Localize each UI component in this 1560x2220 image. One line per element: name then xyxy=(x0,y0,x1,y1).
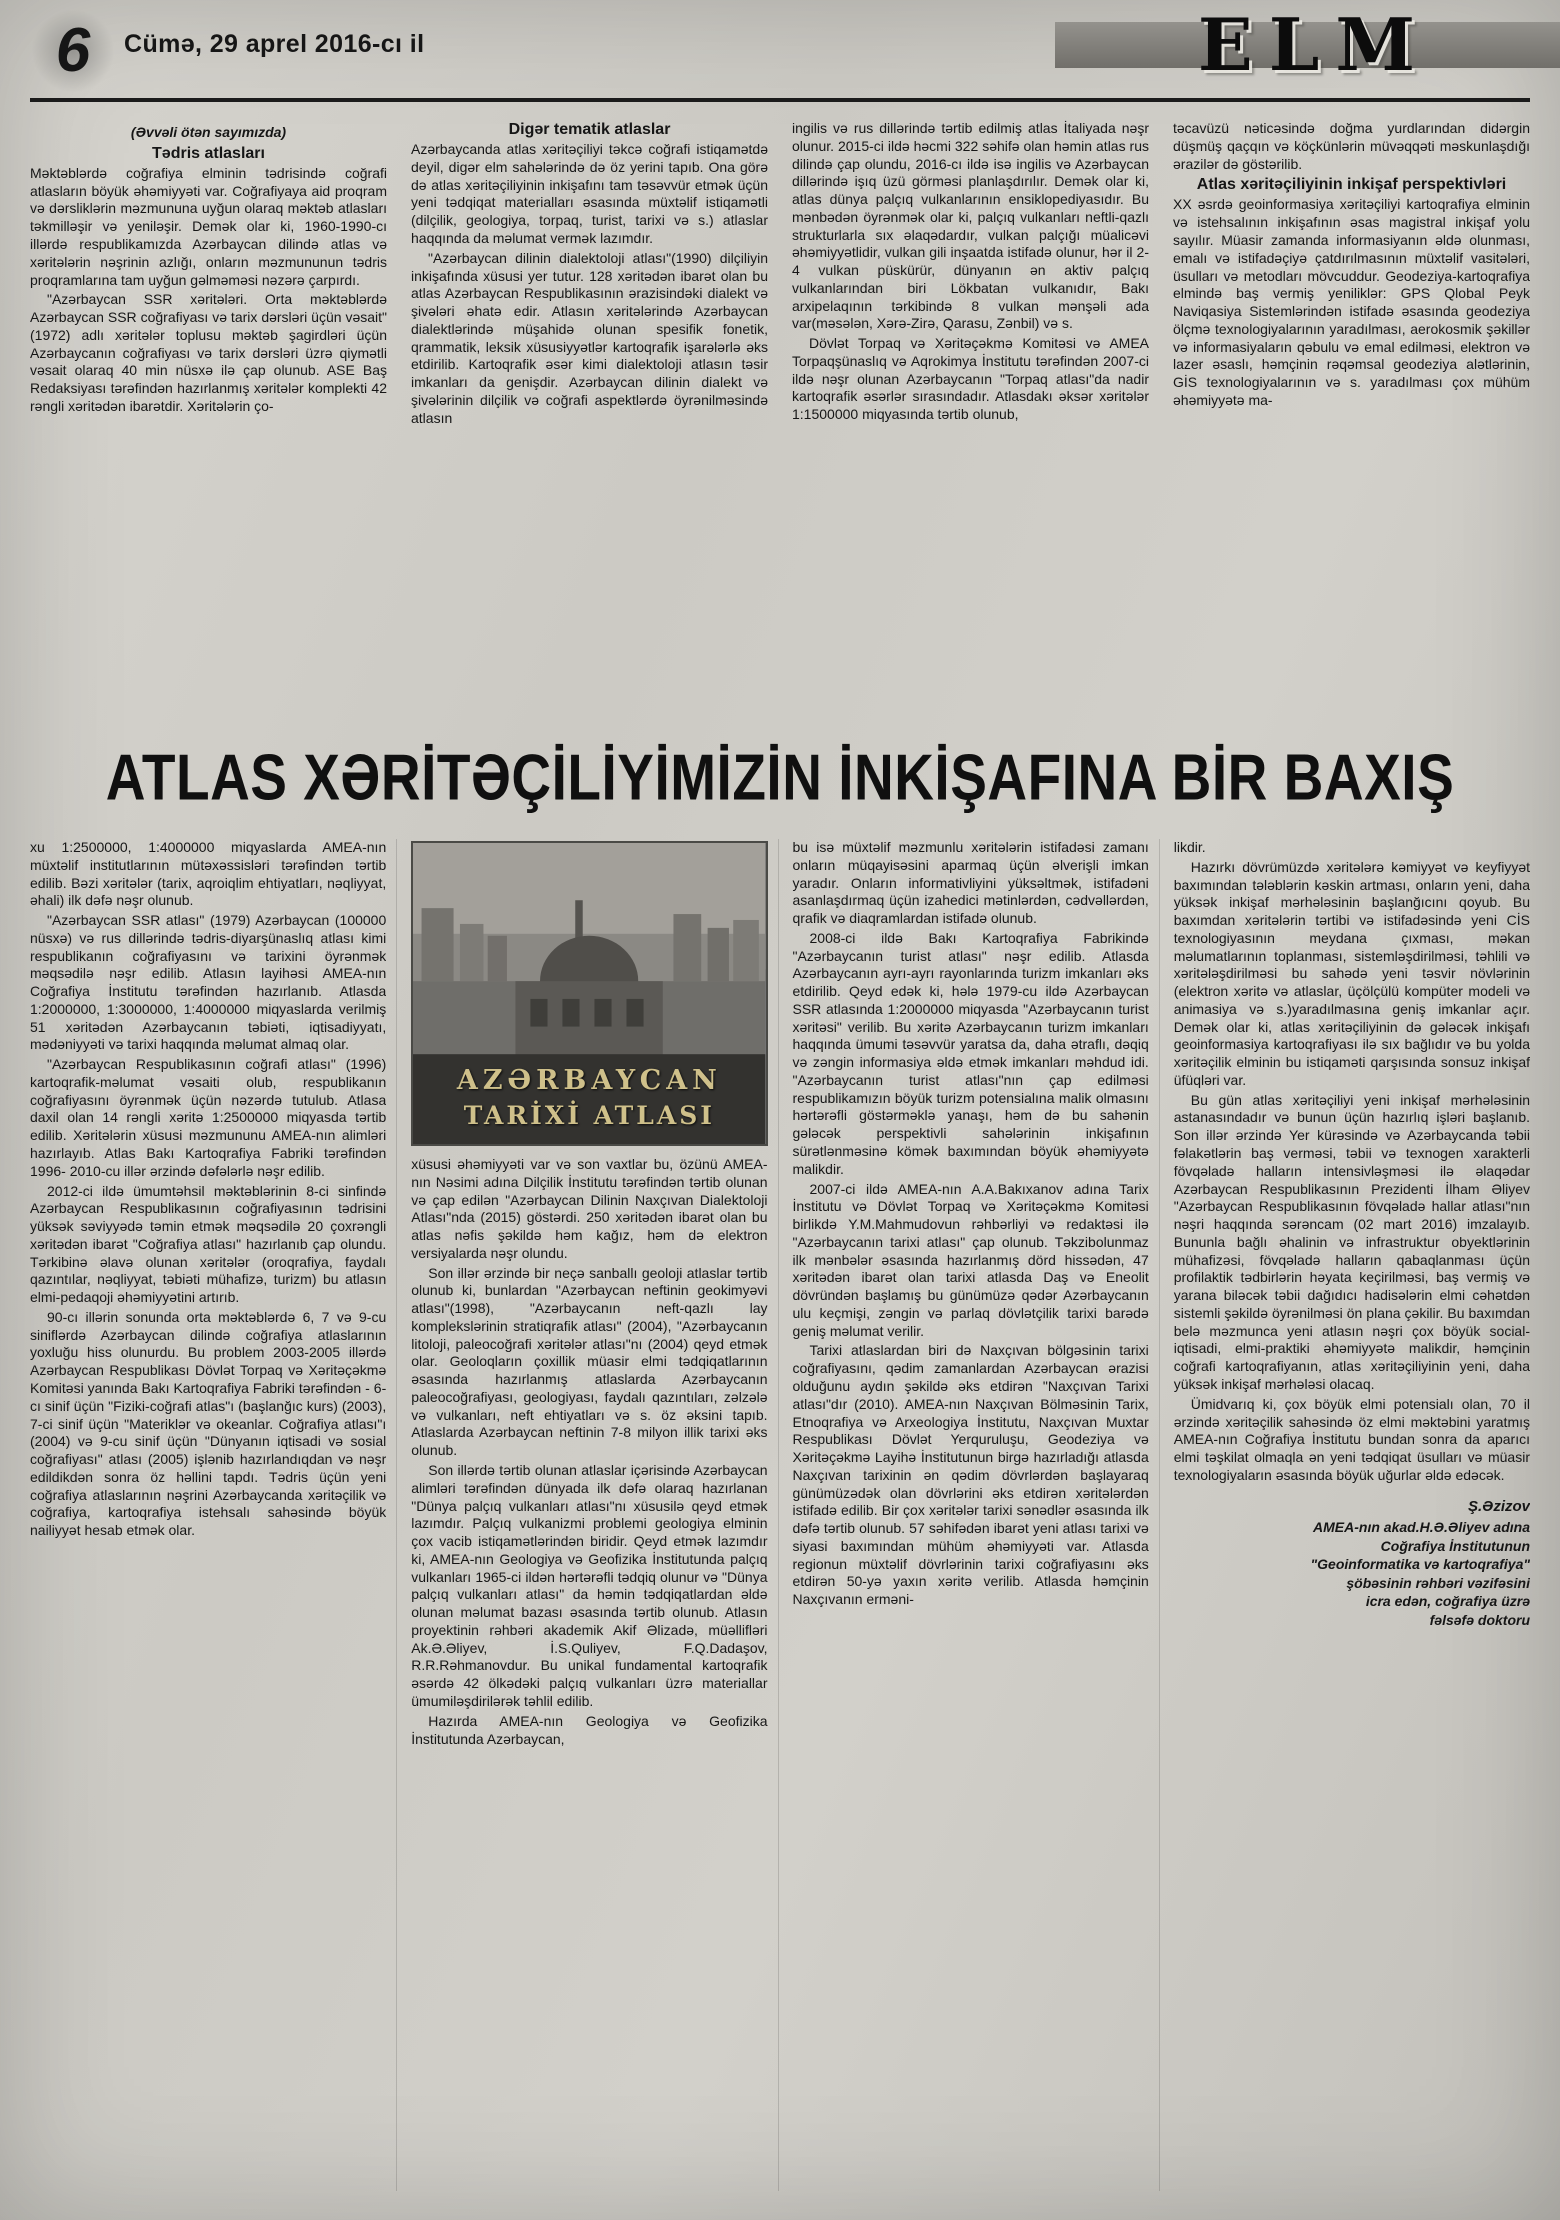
masthead-band xyxy=(1055,2,1560,87)
paragraph: Bu gün atlas xəritəçiliyi yeni inkişaf mərhələsinin astanasındadır və bunun üçün hazırlıq işləri başlanıb. Son illər ərzində Yer kürəsində və Azərbaycanda təbii fəlakətlərin baş verməsi, təbii və texnogen xarakterli fövqəladə halların intensivləşməsi ilə əlaqədar Azərbaycan Respublikasının Prezidenti İlham Əliyev "Azərbaycan Respublikasının fövqəladə hallar atlası"nın nəşri haqqında sərəncam (02 mart 2016) imzalayıb. Bununla bağlı əhalinin və infrastruktur obyektlərinin mühafizəsi, fövqəladə halların qabaqlanması üçün profilaktik tədbirlərin həyata keçirilməsi, baş vermiş və yarana biləcək təbii dağıdıcı hadisələrin elmi cəhətdən sistemli şəkildə öyrənilməsi ön plana çəkilir. Bu baxımdan belə məzmunca yeni atlasın nəşri çox böyük social-iqtisadi, elmi-praktiki əhəmiyyətə malikdir, həmçinin coğrafi kartoqrafiyanın, atlas xəritəçiliyinin yeni, daha yüksək inkişaf mərhələsi olacaq. xyxy=(1173,1091,1530,1392)
photo-caption-line-1: AZƏRBAYCAN xyxy=(456,1064,722,1096)
column-heading: Atlas xəritəçiliyinin inkişaf perspektivləri xyxy=(1196,176,1507,194)
paragraph: Coğrafiya İnstitutunun xyxy=(1380,1537,1530,1554)
paragraph: "Azərbaycan SSR atlası" (1979) Azərbaycan (100000 nüsxə) və rus dillərində tədris-diyarşünaslıq atlası kimi respublikanın coğrafiyasını və tarixini öyrənmək məqsədilə nəşr edilib. Atlasın layihəsi AMEA-nın Coğrafiya İnstitutu tərəfindən hazırlanıb. Atlasda 1:2000000, 1:3000000, 1:4000000 miqyaslarda verilmiş 51 xəritədən Azərbaycanın təbiəti, iqtisadiyyatı, mədəniyyəti və tarixi haqqında məlumat almaq olar. xyxy=(30,912,387,1053)
top-section xyxy=(30,120,1530,715)
paragraph: Azərbaycanda atlas xəritəçiliyi təkcə coğrafi istiqamətdə deyil, digər elm sahələrində də öz yerini tapıb. Ona görə də atlas xəritəçiliyinin inkişafını tam təsəvvür etmək üçün yeni tədqiqat materialları əsasında müxtəlif istiqamətli (dilçilik, geologiya, torpaq, turist, tarixi və s.) atlaslar haqqında da məlumat vermək lazımdır. xyxy=(411,141,768,247)
paragraph: bu isə müxtəlif məzmunlu xəritələrin istifadəsi zamanı onların müqayisəsini aparmaq üçün əlverişli imkan yaradır. Onların informativliyini yüksəltmək, istifadəni asanlaşdırmaq üçün izahedici mətinlərdən, cədvəllərdən, qrafik və diaqramlardan istifadə olunub. xyxy=(792,839,1149,927)
top-column-1 xyxy=(30,120,387,715)
paragraph: təcavüzü nəticəsində doğma yurdlarından didərgin düşmüş qaçqın və köçkünlərin müvəqqəti məskunlaşdığı ərazilər də göstərilib. xyxy=(1173,120,1530,172)
paragraph: 2008-ci ildə Bakı Kartoqrafiya Fabrikində "Azərbaycanın turist atlası" nəşr edilib. Atlasda Azərbaycanın ayrı-ayrı rayonlarında turizm imkanları əks etdirilib. Qeyd edək ki, hələ 1979-cu ildə Azərbaycan SSR atlasında 1:2000000 miqyasda "Azərbaycanın turist xəritəsi" verilib. Bu xəritə Azərbaycanın turizm imkanları haqqında ümumi təsəvvür yaratsa da, daha ətraflı, dəqiq və zəngin informasiya əldə etmək imkanları məhdud idi. "Azərbaycanın turist atlası"nın çap edilməsi respublikamızın böyük turizm potensialına malik olmasını hərtərəfli göstərməklə yanaşı, həm də bu sahənin gələcək perspektivli sahələrinin inkişafının sürətlənməsinə kömək baxımından böyük əhəmiyyətə malikdir. xyxy=(792,929,1149,1177)
author-signature xyxy=(1174,1497,1530,1630)
top-column-3 xyxy=(792,120,1149,715)
paragraph: icra edən, coğrafiya üzrə xyxy=(1365,1593,1530,1610)
paragraph: Son illərdə tərtib olunan atlaslar içərisində Azərbaycan alimləri tərəfindən dünyada ilk dəfə olaraq hazırlanan "Dünya palçıq vulkanları atlası"nı xüsusilə qeyd etmək lazımdır. Palçıq vulkanizmi problemi geologiya elminin çox vacib istiqamətlərindən biridir. Qeyd etmək lazımdır ki, AMEA-nın Geologiya və Geofizika İnstitutunda palçıq vulkanları 1965-ci ildən hərtərəfli tədqiq olunur və "Dünya palçıq vulkanları atlası" da həmin tədqiqatlardan əldə olunan məlumat bazası əsasında tərtib olunub. Atlasın proyektinin rəhbəri akademik Akif Əlizadə, müəllifləri Ak.Ə.Əliyev, İ.S.Quliyev, F.Q.Dadaşov, R.R.Rəhmanovdur. Bu unikal fundamental kartoqrafik əsərdə 42 ölkədəki palçıq vulkanları üzrə materiallar ümumiləşdirilərək təhlil edilib. xyxy=(411,1462,768,1709)
top-column-4 xyxy=(1173,120,1530,715)
article-headline-row xyxy=(30,729,1530,825)
paragraph: Məktəblərdə coğrafiya elminin tədrisində coğrafi atlasların böyük əhəmiyyəti var. Coğrafiyaya aid proqram və dərsliklərin məzmununa uyğun olaraq məktəb atlasları təkmilləşir və yeniləşir. Demək olar ki, 1960-1990-cı illərdə respublikamızda Azərbaycan dilində atlas və xəritələrin nəşrinin azlığı, onların məzmununun tədris proqramlarına tam uyğun gəlməməsi nəzərə çarpırdı. xyxy=(30,164,387,288)
issue-date: Cümə, 29 aprel 2016-cı il xyxy=(124,30,425,58)
paragraph: Hazırkı dövrümüzdə xəritələrə kəmiyyət və keyfiyyət baxımından tələblərin kəskin artması, onların yeni, daha yüksək inkişaf mərhələsinin başlanğıcını qoyub. Bu baxımdan xəritələrin tərtibi və istifadəsində yeni CİS texnologiyasının meydana çıxması, məkan məlumatlarının toplanması, sistemləşdirilməsi, təhlili və xəritələşdirilməsi bu sahədə yeni təsvir növlərinin (elektron xəritə və atlaslar, üçölçülü kompüter modeli və animasiya və s.)yaradılmasına geniş imkanlar açır. Demək olar ki, atlas xəritəçiliyinin də gələcək inkişafı geoinformasiya kartoqrafiyası ilə sıx bağlıdır və bu yolda xəritəçilik elminin bu istiqaməti qarşısında sonsuz inkişaf üfüqləri var. xyxy=(1173,858,1530,1088)
article-column-2 xyxy=(396,839,767,2191)
paragraph: ingilis və rus dillərində tərtib edilmiş atlas İtaliyada nəşr olunur. 2015-ci ildə həcmi 322 səhifə olan həmin atlas rus dilində çap olundu, 2016-cı ildə isə ingilis və Azərbaycan dillərində işıq üzü görməsi planlaşdırılır. Demək olar ki, atlas dünya palçıq vulkanlarının ensiklopediyasıdır. Bu mənbədən öyrənmək olar ki, palçıq vulkanları neftli-qazlı strukturlarla sıx əlaqədardır, vulkan palçığı müalicəvi əhəmiyyətlidir, vulkan gili inşaatda istifadə olunur, hər il 2-4 vulkan püskürür, dünyanın ən aktiv palçıq vulkanlarından biri Lökbatan vulkanıdır, Bakı arxipelaqının tərkibində 8 vulkan mənşəli ada var(məsələn, Xərə-Zirə, Qarasu, Zənbil) və s. xyxy=(792,120,1149,332)
article-column-4-text xyxy=(1174,839,1530,1485)
paragraph: Tarixi atlaslardan biri də Naxçıvan bölgəsinin tarixi coğrafiyasını, qədim zamanlardan Azərbaycan ərazisi olduğunu aydın şəkildə əks etdirən "Naxçıvan Tarixi atlası"dır (2010). AMEA-nın Naxçıvan Bölməsinin Tarix, Etnoqrafiya və Arxeologiya İnstitutu, Naxçıvan Muxtar Respublikası Dövlət Yerquruluşu, Geodeziya və Xəritəçəkmə Layihə İnstitutunun birgə hazırladığı atlasda Naxçıvan tarixinin ən qədim dövrlərdən başlayaraq günümüzədək olan dövrlərini əks etdirən xəritələrdən istifadə edilib. Bir çox xəritələr tarixi sənədlər əsasında ilk dəfə tərtib olunub. 57 səhifədən ibarət yeni atlası tarixi və siyasi baxımından mühüm əhəmiyyəti var. Atlasda regionun müxtəlif dövrlərinin tarixi coğrafiyasını əks etdirən 50-yə yaxın xəritə verilib. Atlasda həmçinin Naxçıvanın erməni- xyxy=(792,1342,1149,1608)
paragraph: Son illər ərzində bir neçə sanballı geoloji atlaslar tərtib olunub ki, bunlardan "Azərbaycan neftinin geokimyəvi atlası"(1998), "Azərbaycanın neft-qazlı lay komplekslərinin stratiqrafik atlası" (2004), "Azərbaycanın litoloji, paleocoğrafi xəritələr atlası"nı (2004) qeyd etmək olar. Geoloqların çoxillik müasir elmi tədqiqatlarının əsasında hazırlanmış atlaslarda Azərbaycanın paleocoğrafiyası, geologiyası, faydalı qazıntıları, zəlzələ və vulkanları, neft ehtiyatları və s. öz əksini tapıb. Atlaslarda Azərbaycan neftinin 7-8 milyon illik tarixi əks olunub. xyxy=(411,1264,768,1459)
paragraph: "Azərbaycan dilinin dialektoloji atlası"(1990) dilçiliyin inkişafında xüsusi yer tutur. 128 xəritədən ibarət olan bu atlas Azərbaycan Respublikasının ərazisindəki dialekt və şivələri əhatə edir. Atlasın xəritələrində Azərbaycan dialektlərində müşahidə olunan spesifik fonetik, qrammatik, leksik xüsusiyyətlər kartoqrafik işarələrlə əks etdirilib. Kartoqrafik əsər kimi dialektoloji atlasın təsir imkanları da genişdir. Azərbaycan dilinin dialekt və şivələrinin dilçilik və coğrafi aspektlərdə öyrənilməsində atlasın xyxy=(411,249,768,426)
article-column-2-text xyxy=(411,1156,767,1748)
paragraph: "Azərbaycan Respublikasının coğrafi atlası" (1996) kartoqrafik-məlumat vəsaiti olub, respublikanın coğrafiyasını öyrənmək üçün nəzərdə tutulub. Atlasa daxil olan 14 rəngli xəritə 1:2500000 miqyasda tərtib edilib. Xəritələrin xüsusi məzmununu AMEA-nın alimləri hazırlayıb. Atlas Bakı Kartoqrafiya Fabriki tərəfindən 1996- 2010-cu illər ərzində dəfələrlə nəşr edilib. xyxy=(30,1056,387,1179)
paragraph: Ümidvarıq ki, çox böyük elmi potensialı olan, 70 il ərzində xəritəçilik sahəsində öz elmi məktəbini yaratmış AMEA-nın Coğrafiya İnstitutu bundan sonra da aparıcı elmi təşkilat olmaqla ən yeni tədqiqat üsulları və müasir texnologiyaların əsasında böyük uğurlar əldə edəcək. xyxy=(1173,1395,1530,1483)
photo-caption xyxy=(413,1064,765,1132)
article-column-1 xyxy=(30,839,386,2191)
paragraph: Hazırda AMEA-nın Geologiya və Geofizika İnstitutunda Azərbaycan, xyxy=(411,1712,768,1747)
paragraph: fəlsəfə doktoru xyxy=(1429,1611,1530,1628)
paragraph: (Əvvəli ötən sayımızda) xyxy=(130,124,287,140)
masthead-title: ELM xyxy=(1197,2,1432,87)
atlas-cover-photo xyxy=(411,841,767,1146)
article-headline: ATLAS XƏRİTƏÇİLİYİMİZİN İNKİŞAFINA BİR BAXIŞ xyxy=(105,740,1455,814)
paragraph: "Geoinformatika və kartoqrafiya" xyxy=(1310,1556,1530,1573)
paragraph: likdir. xyxy=(1173,839,1206,855)
paragraph: 90-cı illərin sonunda orta məktəblərdə 6, 7 və 9-cu siniflərdə Azərbaycan dilində coğrafiya atlaslarının yoxluğu hiss olunurdu. Bu problem 2003-2005 illərdə Azərbaycan Respublikası Dövlət Torpaq və Xəritəçəkmə Komitəsi yanında Bakı Kartoqrafiya Fabriki tərəfindən - 6-cı sinif üçün "Fiziki-coğrafi atlas"ı (başlanğıc kurs) (2003), 7-ci sinif üçün "Materiklər və okeanlar. Coğrafiya atlası"ı (2004) və 9-cu sinif üçün "Dünyanın iqtisadi və sosial coğrafiyası" atlası (2005) işlənib hazırlandıqdan və nəşr edildikdən sonra öz həllini tapdı. Tədris üçün yeni coğrafiya atlaslarının nəşrini Azərbaycanda xəritəçilik və coğrafiya, kartoqrafiya istehsalı sahəsində böyük nailiyyət hesab etmək olar. xyxy=(30,1308,387,1539)
paragraph: Dövlət Torpaq və Xəritəçəkmə Komitəsi və AMEA Torpaqşünaslıq və Aqrokimya İnstitutu tərəfindən 2007-ci ildə nəşr olunan Azərbaycanın "Torpaq atlası"da nadir kartoqrafik əsərlər sırasındadır. Atlasdakı əksər xəritələr 1:1500000 miqyasında tərtib olunub, xyxy=(792,335,1149,423)
article-column-3 xyxy=(778,839,1149,2191)
paragraph: şöbəsinin rəhbəri vəzifəsini xyxy=(1346,1574,1530,1591)
photo-caption-line-2: TARİXİ ATLASI xyxy=(463,1101,715,1131)
paragraph: "Azərbaycan SSR xəritələri. Orta məktəblərdə Azərbaycan SSR coğrafiyası və tarix dərsləri üçün vəsait" (1972) adlı xəritələr toplusu məktəb şagirdləri üçün Azərbaycanın coğrafiyası və tarix dərsləri üzrə qiymətli vəsait olaraq 40 min nüsxə ilə çap olunub. ASE Baş Redaksiyası tərəfindən hazırlanmış xəritələr komplekti 42 rəngli xəritədən ibarətdir. Xəritələrin ço- xyxy=(30,291,387,414)
header-rule xyxy=(30,98,1530,102)
top-column-2 xyxy=(411,120,768,715)
paragraph: AMEA-nın akad.H.Ə.Əliyev adına xyxy=(1313,1519,1530,1536)
page-header xyxy=(30,2,1530,90)
paragraph: 2007-ci ildə AMEA-nın A.A.Bakıxanov adına Tarix İnstitutu və Dövlət Torpaq və Xəritəçəkmə Komitəsi birlikdə Y.M.Mahmudovun rəhbərliyi və redaktəsi ilə "Azərbaycanın tarixi atlası" çap olunub. Təkzibolunmaz ilk mənbələr əsasında hazırlanmış dörd hissədən, 47 xəritədən ibarət olan tarixi atlasda Daş və Eneolit dövründən başlamış bu günümüzə qədər Azərbaycanın ulu keçmişi, zəngin və parlaq dövlətçilik tarixi barədə geniş məlumat verilir. xyxy=(792,1180,1149,1339)
page-number: 6 xyxy=(30,8,116,94)
paragraph: XX əsrdə geoinformasiya xəritəçiliyi kartoqrafiya elminin və istehsalının inkişafının əsas magistral inkişaf yolu sayılır. Müasir zamanda informasiyanın əldə olunması, emalı və istifadəçiyə çatdırılmasının müxtəlif vasitələri, üsulları və metodları mövcuddur. Geodeziya-kartoqrafiya elmində baş vermiş yeniliklər: GPS Qlobal Peyk Naviqasiya Sistemlərindən istifadə əsasında geodeziya ölçmə texnologiyalarının yaradılması, aerokosmik şəkillər və informasiyaların qəbulu və emal edilməsi, elektron və lazer əsaslı, həmçinin rəqəmsal geodeziya alətlərinin, GİS texnologiyalarının və s. yaradılması çox mühüm əhəmiyyətə ma- xyxy=(1173,196,1530,408)
paragraph: xu 1:2500000, 1:4000000 miqyaslarda AMEA-nın müxtəlif institutlarının mütəxəssisləri tərəfindən tərtib edilib. Bəzi xəritələr (tarix, aqroiqlim ehtiyatları, nəqliyyat, əhali) ilk dəfə nəşr olunub. xyxy=(30,839,387,909)
column-heading: Digər tematik atlaslar xyxy=(508,121,671,138)
article-section xyxy=(30,839,1530,2191)
article-column-4 xyxy=(1159,839,1530,2191)
paragraph: xüsusi əhəmiyyəti var və son vaxtlar bu, özünü AMEA-nın Nəsimi adına Dilçilik İnstitutu tərəfindən tərtib olunan və çap edilən "Azərbaycan Dilinin Naxçıvan Dialektoloji Atlası"nda (2015) göstərdi. 250 xəritədən ibarət olan bu atlas nəfis şəkildə həm kağız, həm də elektron versiyalarda nəşr olundu. xyxy=(411,1156,768,1261)
paragraph: 2012-ci ildə ümumtəhsil məktəblərinin 8-ci sinfində Azərbaycan Respublikasının coğrafiyasının tədrisini yüksək səviyyədə təmin etmək məqsədilə 20 çoxrəngli xəritədən ibarət "Coğrafiya atlası" hazırlanıb çap olundu. Tərkibinə əlavə olunan xəritələr (oroqrafiya, faydalı qazıntılar, nəqliyyat, təbiəti mühafizə, turizm) bu atlasın elmi-pedaqoji əhəmiyyətini artırıb. xyxy=(30,1182,387,1306)
paragraph: Ş.Əzizov xyxy=(1467,1497,1530,1515)
column-heading: Tədris atlasları xyxy=(152,144,265,162)
